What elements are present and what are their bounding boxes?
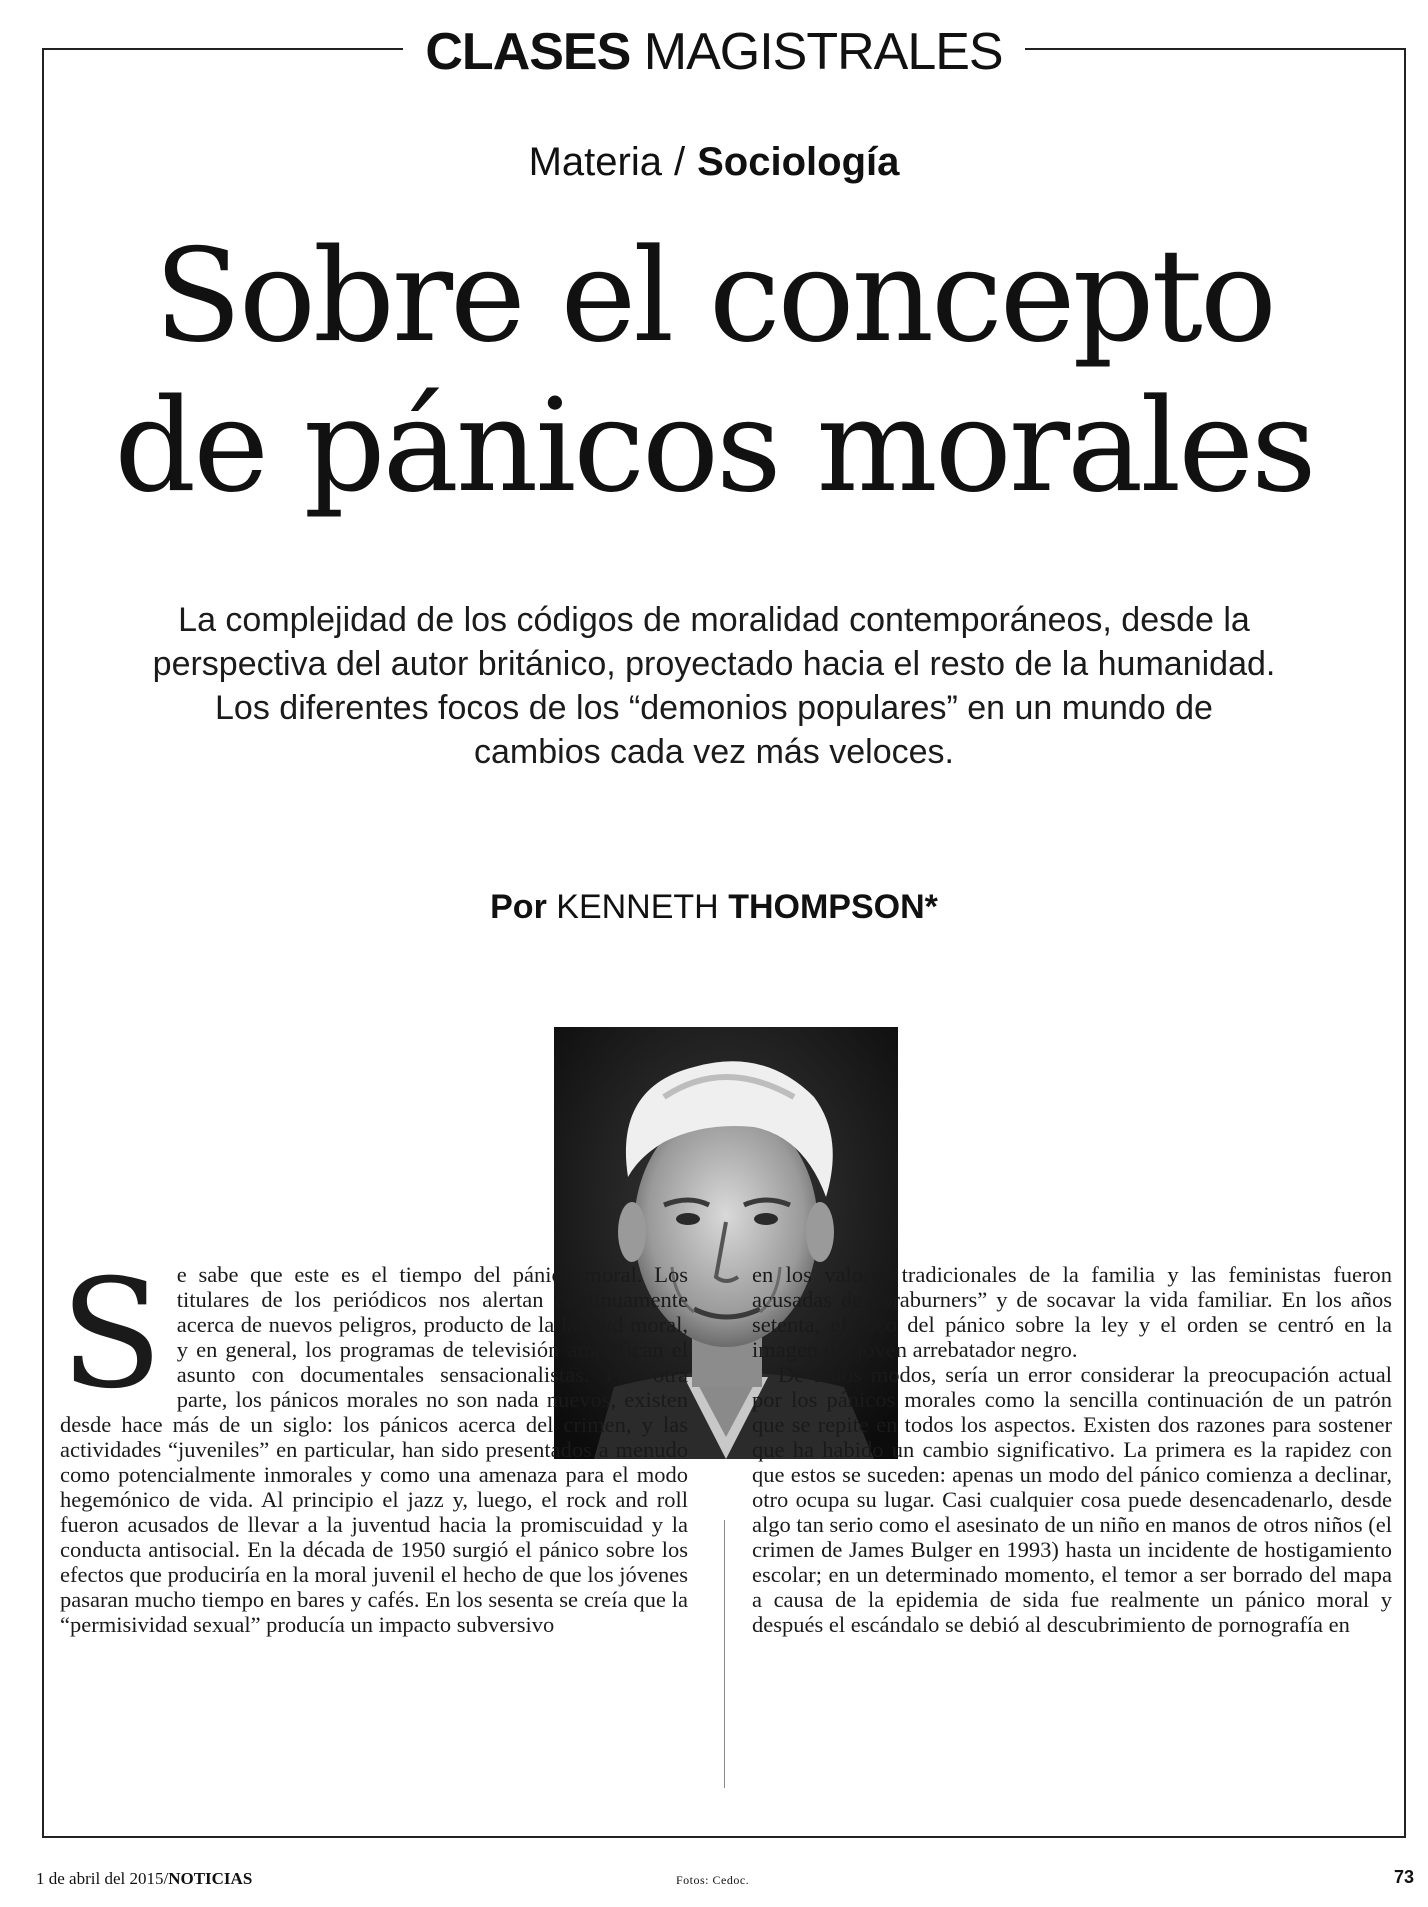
- column-divider: [724, 1520, 725, 1788]
- drop-cap: S: [60, 1248, 163, 1422]
- footer-publication: NOTICIAS: [168, 1869, 253, 1888]
- title-line-2: de pánicos morales: [114, 372, 1314, 521]
- section-label-light: MAGISTRALES: [643, 23, 1003, 81]
- section-label-bold: CLASES: [425, 23, 631, 81]
- article-deck: La complejidad de los códigos de moralidad contemporáneos, desde la perspectiva del autor británico, proyectado hacia el resto de la humanidad. Los diferentes focos de los “demonios populares” en un mundo de cambios cada vez más veloces.: [152, 601, 1276, 771]
- subject-value: Sociología: [697, 140, 900, 184]
- footer-date: [36, 1869, 252, 1889]
- article-column-1: [60, 1248, 688, 1637]
- column-2-paragraph-1: en los valores tradicionales de la familia y las feministas fueron acusadas de “braburners” y de socavar la vida familiar. En los años setenta, el foco del pánico sobre la ley y el orden se centró en la imagen del joven arrebatador negro.: [752, 1262, 1392, 1362]
- byline-last-name: THOMPSON*: [728, 888, 938, 926]
- page-number: 73: [1394, 1867, 1415, 1887]
- subject-line: [0, 140, 1428, 185]
- section-header: [0, 22, 1428, 82]
- title-line-1: Sobre el concepto: [154, 222, 1274, 371]
- photo-credit: Fotos: Cedoc.: [676, 1873, 750, 1887]
- article-column-2: [752, 1262, 1392, 1637]
- byline-prefix: Por: [490, 888, 547, 926]
- byline: [0, 888, 1428, 927]
- column-1-body: e sabe que este es el tiempo del pánico moral. Los titulares de los periódicos nos alertan continuamente acerca de nuevos peligros, producto de la laxitud moral, y en general, los programas de televisión amplifican el asunto con documentales sensacionalistas. Por otra parte, los pánicos morales no son nada nuevos, existen desde hace más de un siglo: los pánicos acerca del crimen, y las actividades “juveniles” en particular, han sido presentados a menudo como potencialmente inmorales y como una amenaza para el modo hegemónico de vida. Al principio el jazz y, luego, el rock and roll fueron acusados de llevar a la juventud hacia la promiscuidad y la conducta antisocial. En la década de 1950 surgió el pánico sobre los efectos que produciría en la moral juvenil el hecho de que los jóvenes pasaran mucho tiempo en bares y cafés. En los sesenta se creía que la “permisividad sexual” producía un impacto subversivo: [60, 1262, 688, 1637]
- byline-first-name: KENNETH: [556, 888, 719, 926]
- column-2-paragraph-2: De todos modos, sería un error considerar la preocupación actual por los pánicos morales como la sencilla continuación de un patrón que se repite en todos los aspectos. Existen dos razones para sostener que ha habido un cambio significativo. La primera es la rapidez con que estos se suceden: apenas un modo del pánico comienza a declinar, otro ocupa su lugar. Casi cualquier cosa puede desencadenarlo, desde algo tan serio como el asesinato de un niño en manos de otros niños (el crimen de James Bulger en 1993) hasta un incidente de hostigamiento escolar; en un determinado momento, el temor a ser borrado del mapa a causa de la epidemia de sida fue realmente un pánico moral y después el escándalo se debió al descubrimiento de pornografía en: [752, 1362, 1392, 1637]
- subject-label: Materia: [528, 140, 662, 184]
- footer-date-text: 1 de abril del 2015/: [36, 1869, 169, 1888]
- subject-separator: /: [674, 140, 686, 184]
- article-title: [40, 222, 1388, 522]
